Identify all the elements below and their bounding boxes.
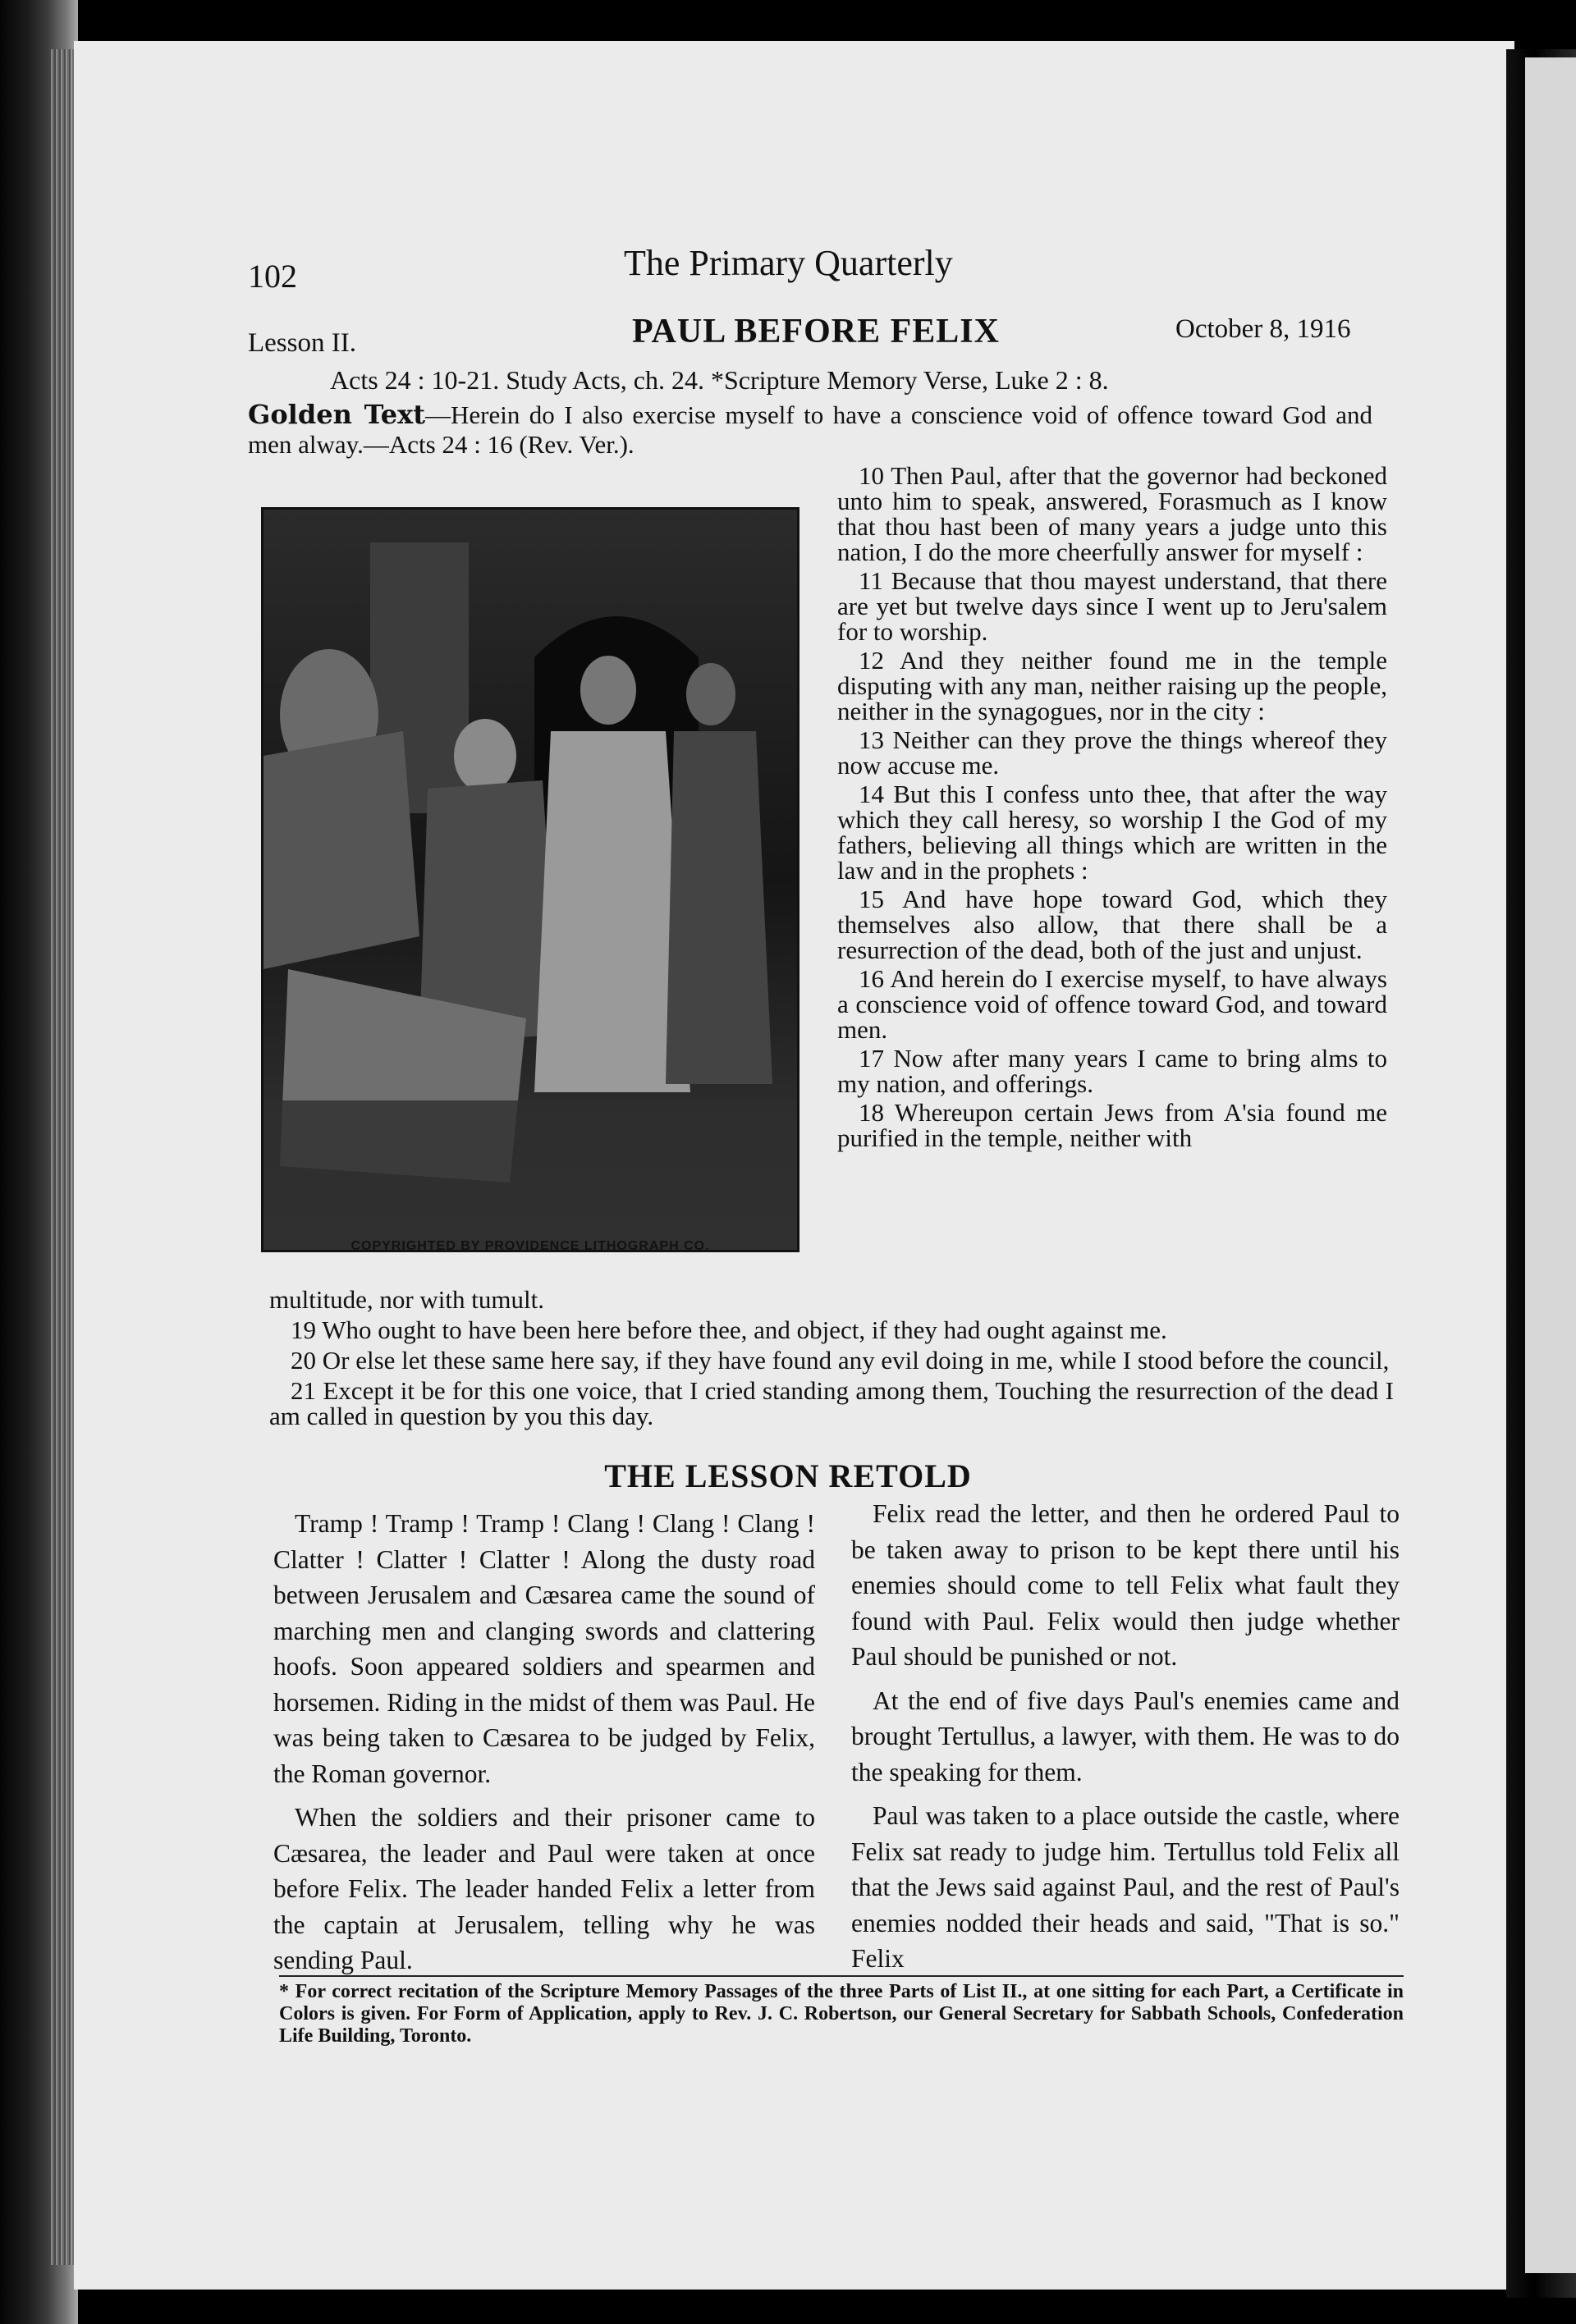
lesson-date: October 8, 1916 bbox=[1175, 314, 1351, 344]
verse-14: 14 But this I confess unto thee, that after the way which they call heresy, so worship I the God of my fathers, believing all things which are written in the law and in the prophets : bbox=[837, 780, 1387, 885]
golden-text-body: —Herein do I also exercise myself to have a conscience void of offence toward God and men alway.—Acts 24 : 16 (Rev. Ver.). bbox=[248, 400, 1373, 459]
retold-paragraph: Paul was taken to a place outside the castle, where Felix sat ready to judge him. Tertullus told Felix all that the Jews said against Paul, and the rest of Paul's enemies nodded their heads and said, "That is so." Felix bbox=[851, 1801, 1400, 1973]
footnote-divider bbox=[279, 1975, 1404, 1977]
figure-paul bbox=[580, 656, 636, 725]
scripture-verses-full-width bbox=[269, 1287, 1394, 1434]
verse-20: 20 Or else let these same here say, if they have found any evil doing in me, while I stood before the council, bbox=[291, 1346, 1390, 1375]
retold-paragraph: Felix read the letter, and then he ordered Paul to be taken away to prison to be kept there until his enemies should come to tell Felix what fault they found with Paul. Felix would then judge whether Paul should be punished or not. bbox=[851, 1499, 1400, 1671]
verse-18: 18 Whereupon certain Jews from A'sia found me purified in the temple, neither with bbox=[837, 1098, 1387, 1152]
engraving-image bbox=[263, 510, 797, 1250]
retold-left-column bbox=[273, 1506, 815, 1987]
figure-soldier bbox=[686, 663, 735, 725]
verse-21: 21 Except it be for this one voice, that I cried standing among them, Touching the resurrection of the dead I am called in question by you this day. bbox=[269, 1376, 1394, 1430]
illustration-caption: COPYRIGHTED BY PROVIDENCE LITHOGRAPH CO. bbox=[350, 1239, 710, 1253]
verse-10: 10 Then Paul, after that the governor had beckoned unto him to speak, answered, Forasmuch as I know that thou hast been of many years a judge unto this nation, I do the more cheerfully answer for myself : bbox=[837, 461, 1387, 566]
golden-text-label: Golden Text bbox=[248, 399, 426, 430]
verse-18-continuation: multitude, nor with tumult. bbox=[269, 1285, 544, 1314]
retold-paragraph: At the end of five days Paul's enemies came and brought Tertullus, a lawyer, with them. He was to do the speaking for them. bbox=[851, 1686, 1400, 1786]
verse-11: 11 Because that thou mayest understand, that there are yet but twelve days since I went up to Jeru'salem for to worship. bbox=[837, 566, 1387, 646]
verse-13: 13 Neither can they prove the things whereof they now accuse me. bbox=[837, 725, 1387, 780]
figure-elder bbox=[454, 719, 516, 793]
page-number: 102 bbox=[248, 258, 297, 295]
retold-paragraph: When the soldiers and their prisoner came to Cæsarea, the leader and Paul were taken at once before Felix. The leader handed Felix a letter from the captain at Jerusalem, telling why he was sending Paul. bbox=[273, 1803, 815, 1974]
illustration-paul-before-felix bbox=[261, 507, 799, 1252]
golden-text bbox=[248, 400, 1372, 460]
scripture-references: Acts 24 : 10-21. Study Acts, ch. 24. *Scripture Memory Verse, Luke 2 : 8. bbox=[330, 365, 1109, 395]
retold-right-column bbox=[851, 1496, 1400, 1985]
facing-page-edge bbox=[1525, 57, 1576, 2273]
running-title: The Primary Quarterly bbox=[624, 243, 953, 283]
verse-19: 19 Who ought to have been here before thee, and object, if they had ought against me. bbox=[291, 1315, 1167, 1344]
lesson-retold-heading: THE LESSON RETOLD bbox=[604, 1457, 972, 1494]
verse-15: 15 And have hope toward God, which they themselves also allow, that there shall be a resurrection of the dead, both of the just and unjust. bbox=[837, 885, 1387, 964]
lesson-title: PAUL BEFORE FELIX bbox=[632, 313, 1000, 350]
verse-16: 16 And herein do I exercise myself, to have always a conscience void of offence toward God, and toward men. bbox=[837, 964, 1387, 1044]
footnote: * For correct recitation of the Scripture Memory Passages of the three Parts of List II., at one sitting for each Part, a Certificate in Colors is given. For Form of Application, apply to Rev. J. C. Robertson, our General Secretary for Sabbath Schools, Confederation Life Building, Toronto. bbox=[279, 1981, 1404, 2047]
retold-paragraph: Tramp ! Tramp ! Tramp ! Clang ! Clang ! Clang ! Clatter ! Clatter ! Clatter ! Along the dusty road between Jerusalem and Cæsarea came the sound of marching men and clanging swords and clattering hoofs. Soon appeared soldiers and spearmen and horsemen. Riding in the midst of them was Paul. He was being taken to Cæsarea to be judged by Felix, the Roman governor. bbox=[273, 1509, 815, 1788]
scripture-verses-right-column bbox=[837, 463, 1387, 1154]
lesson-number: Lesson II. bbox=[248, 328, 356, 358]
verse-17: 17 Now after many years I came to bring alms to my nation, and offerings. bbox=[837, 1044, 1387, 1098]
verse-12: 12 And they neither found me in the temple disputing with any man, neither raising up the people, neither in the synagogues, nor in the city : bbox=[837, 646, 1387, 725]
